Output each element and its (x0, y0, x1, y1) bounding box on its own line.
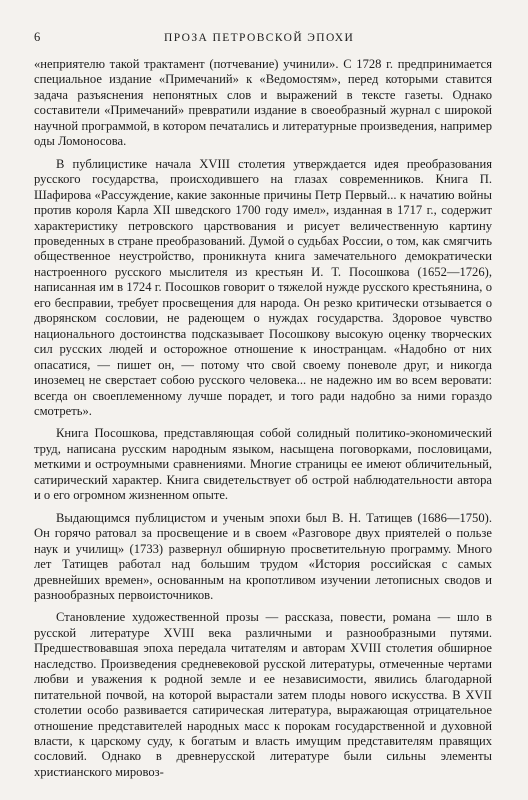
running-title: ПРОЗА ПЕТРОВСКОЙ ЭПОХИ (164, 32, 355, 44)
body-text (34, 57, 492, 780)
paragraph: В публицистике начала XVIII столетия утверждается идея преобразования русского государства, происходившего на глазах современников. Книга П. Шафирова «Рассуждение, какие законные причины Петр Первый... к начатию войны против короля Карла XII шведского 1700 году имел», изданная в 1717 г., содержит характеристику петровского царствования и рисует величественную картину проведенных в стране преобразований. Думой о судьбах России, о том, как смягчить общественное неустройство, проникнута книга замечательного демократически настроенного русского мыслителя из крестьян И. Т. Посошкова (1652—1726), написанная им в 1724 г. Посошков говорит о тяжелой нужде русского крестьянина, о его бесправии, требует просвещения для народа. Он резко критически отзывается о дворянском сословии, не радеющем о нуждах государства. Здоровое чувство национального достоинства подсказывает Посошкову высокую оценку творческих сил русских людей и осторожное отношение к иностранцам. «Надобно от них опасатися, — пишет он, — потому что свой своему поневоле друг, и никогда иноземец не сверстает собою русского человека... не надежно им во всем веровати: всегда он своеплеменному лучше порадет, и того ради надобно за ними гораздо смотреть». (34, 156, 492, 418)
page-header (34, 30, 492, 45)
page-number: 6 (34, 30, 41, 44)
paragraph: Выдающимся публицистом и ученым эпохи был В. Н. Татищев (1686—1750). Он горячо ратовал за просвещение и в своем «Разговоре двух приятелей о пользе наук и училищ» (1733) развернул обширную просветительную программу. Много лет Татищев работал над большим трудом «История российская с самых древнейших времен», основанным на кропотливом изучении летописных сводов и разнообразных первоисточников. (34, 510, 492, 602)
paragraph-continued: «неприятелю такой трактамент (потчевание) учинили». С 1728 г. предпринимается специальное издание «Примечаний» к «Ведомостям», перед которыми ставится задача разъяснения непонятных слов и выражений в тексте газеты. Однако составители «Примечаний» превратили издание в своеобразный журнал с широкой научной программой, в котором печатались и литературные произведения, например оды Ломоносова. (34, 57, 492, 149)
paragraph: Становление художественной прозы — рассказа, повести, романа — шло в русской литературе XVIII века различными и разнообразными путями. Предшествовавшая эпоха передала читателям и авторам XVIII столетия обширное наследство. Произведения средневековой русской литературы, отмеченные чертами любви и уважения к родной земле и ее независимости, явились благодарной питательной почвой, на которой вырастали затем плоды нового искусства. В XVII столетии особо развивается сатирическая литература, выражающая отрицательное отношение представителей народных масс к порокам государственной и духовной власти, к царскому суду, к богатым и власть имущим представителям правящих сословий. Однако в древнерусской литературе были сильны элементы христианского мировоз- (34, 610, 492, 779)
paragraph: Книга Посошкова, представляющая собой солидный политико-экономический труд, написана русским народным языком, насыщена поговорками, пословицами, меткими и остроумными сравнениями. Многие страницы ее имеют обличительный, сатирический характер. Книга свидетельствует об острой наблюдательности автора и о его огромном жизненном опыте. (34, 426, 492, 503)
